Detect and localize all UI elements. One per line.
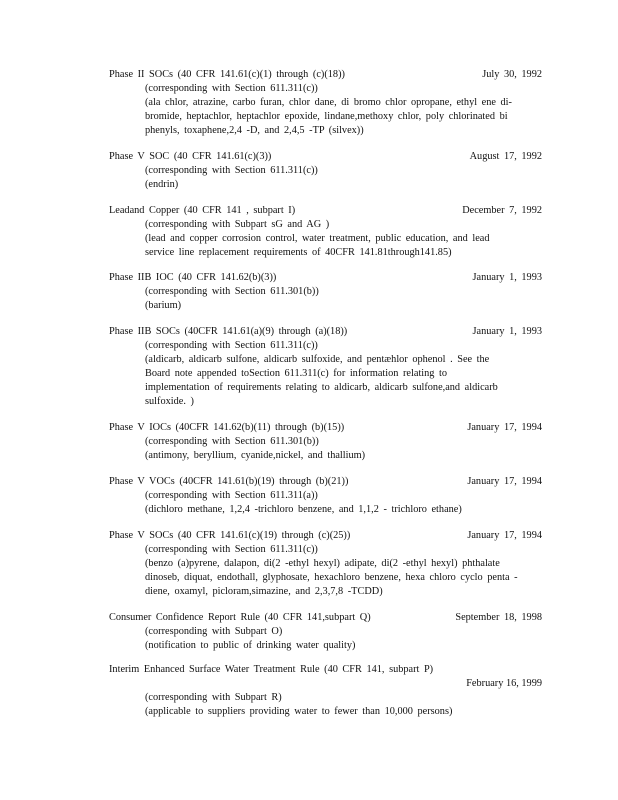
entry-title: Leadand Copper (40 CFR 141 , subpart I)	[109, 205, 296, 216]
description-line: (dichloro methane, 1,2,4 -trichloro benzene, and 1,1,2 - trichloro ethane)	[145, 504, 462, 515]
entry-heading	[109, 529, 542, 543]
entry-heading	[109, 271, 542, 285]
entry-reference: (corresponding with Section 611.301(b))	[145, 286, 319, 297]
entry-date: January 17, 1994	[467, 422, 542, 433]
description-line: (ala chlor, atrazine, carbo furan, chlor dane, di bromo chlor opropane, ethyl ene di-	[145, 97, 512, 108]
entry-title: Phase V SOCs (40 CFR 141.61(c)(19) through (c)(25))	[109, 530, 351, 541]
description-line: sulfoxide. )	[145, 396, 194, 407]
description-line: (aldicarb, aldicarb sulfone, aldicarb sulfoxide, and pentæhlor ophenol . See the	[145, 354, 490, 365]
description-line: bromide, heptachlor, heptachlor epoxide, lindane,methoxy chlor, poly chlorinated bi	[145, 111, 508, 122]
entry-title: Consumer Confidence Report Rule (40 CFR 141,subpart Q)	[109, 612, 371, 623]
entry-title: Phase V IOCs (40CFR 141.62(b)(11) through (b)(15))	[109, 422, 345, 433]
entry-phase-iib-ioc	[109, 271, 542, 313]
entry-reference: (corresponding with Section 611.311(c))	[145, 165, 318, 176]
entry-reference: (corresponding with Subpart sG and AG )	[145, 219, 330, 230]
description-line: implementation of requirements relating to aldicarb, aldicarb sulfone,and aldicarb	[145, 382, 498, 393]
entry-description	[145, 96, 542, 138]
entry-phase-v-iocs	[109, 421, 542, 463]
entry-heading	[109, 475, 542, 489]
entry-interim-enhanced-swtr	[109, 663, 542, 719]
description-line: (applicable to suppliers providing water to fewer than 10,000 persons)	[145, 706, 453, 717]
entry-phase-v-vocs	[109, 475, 542, 517]
entry-heading	[109, 421, 542, 435]
entry-consumer-confidence-report-rule	[109, 611, 542, 653]
entry-description	[145, 178, 542, 192]
entry-heading	[109, 611, 542, 625]
entry-description	[145, 557, 542, 599]
description-line: (endrin)	[145, 179, 179, 190]
entry-description	[145, 299, 542, 313]
entry-description	[145, 353, 542, 409]
description-line: diene, oxamyl, picloram,simazine, and 2,3,7,8 -TCDD)	[145, 586, 383, 597]
entry-phase-ii-socs	[109, 68, 542, 138]
entry-phase-iib-socs	[109, 325, 542, 409]
entry-reference: (corresponding with Subpart O)	[145, 626, 283, 637]
entry-phase-v-soc	[109, 150, 542, 192]
entry-heading	[109, 663, 542, 677]
entry-description	[145, 503, 542, 517]
description-line: service line replacement requirements of 40CFR 141.81through141.85)	[145, 247, 452, 258]
entry-heading	[109, 68, 542, 82]
entry-heading	[109, 325, 542, 339]
entry-title: Phase IIB SOCs (40CFR 141.61(a)(9) through (a)(18))	[109, 326, 348, 337]
entry-title: Interim Enhanced Surface Water Treatment Rule (40 CFR 141, subpart P)	[109, 664, 434, 675]
entry-description	[145, 232, 542, 260]
entry-title: Phase V SOC (40 CFR 141.61(c)(3))	[109, 151, 272, 162]
entry-phase-v-socs	[109, 529, 542, 599]
entry-reference: (corresponding with Section 611.311(c))	[145, 544, 318, 555]
entry-heading	[109, 150, 542, 164]
description-line: (barium)	[145, 300, 182, 311]
description-line: dinoseb, diquat, endothall, glyphosate, hexachloro benzene, hexa chloro cyclo penta -	[145, 572, 518, 583]
entry-date: August 17, 1992	[469, 151, 542, 162]
entry-date: September 18, 1998	[455, 612, 542, 623]
entry-title: Phase II SOCs (40 CFR 141.61(c)(1) through (c)(18))	[109, 69, 345, 80]
entry-date: February 16, 1999	[466, 678, 542, 689]
entry-date: December 7, 1992	[462, 205, 542, 216]
entry-date: July 30, 1992	[482, 69, 542, 80]
entry-reference: (corresponding with Section 611.311(c))	[145, 340, 318, 351]
entry-date: January 1, 1993	[472, 326, 542, 337]
entry-description	[145, 705, 542, 719]
entry-reference: (corresponding with Section 611.311(a))	[145, 490, 318, 501]
entry-title: Phase IIB IOC (40 CFR 141.62(b)(3))	[109, 272, 277, 283]
entry-title: Phase V VOCs (40CFR 141.61(b)(19) through (b)(21))	[109, 476, 349, 487]
entry-reference: (corresponding with Subpart R)	[145, 692, 282, 703]
description-line: (lead and copper corrosion control, water treatment, public education, and lead	[145, 233, 490, 244]
description-line: (benzo (a)pyrene, dalapon, di(2 -ethyl hexyl) adipate, di(2 -ethyl hexyl) phthalate	[145, 558, 500, 569]
description-line: (notification to public of drinking water quality)	[145, 640, 356, 651]
entry-description	[145, 639, 542, 653]
entry-date: January 17, 1994	[467, 476, 542, 487]
entry-lead-and-copper	[109, 204, 542, 260]
entry-heading	[109, 204, 542, 218]
entry-date: January 17, 1994	[467, 530, 542, 541]
entry-reference: (corresponding with Section 611.311(c))	[145, 83, 318, 94]
description-line: phenyls, toxaphene,2,4 -D, and 2,4,5 -TP (silvex))	[145, 125, 364, 136]
entry-date: January 1, 1993	[472, 272, 542, 283]
entry-reference: (corresponding with Section 611.301(b))	[145, 436, 319, 447]
description-line: (antimony, beryllium, cyanide,nickel, and thallium)	[145, 450, 366, 461]
entry-description	[145, 449, 542, 463]
description-line: Board note appended toSection 611.311(c) for information relating to	[145, 368, 448, 379]
